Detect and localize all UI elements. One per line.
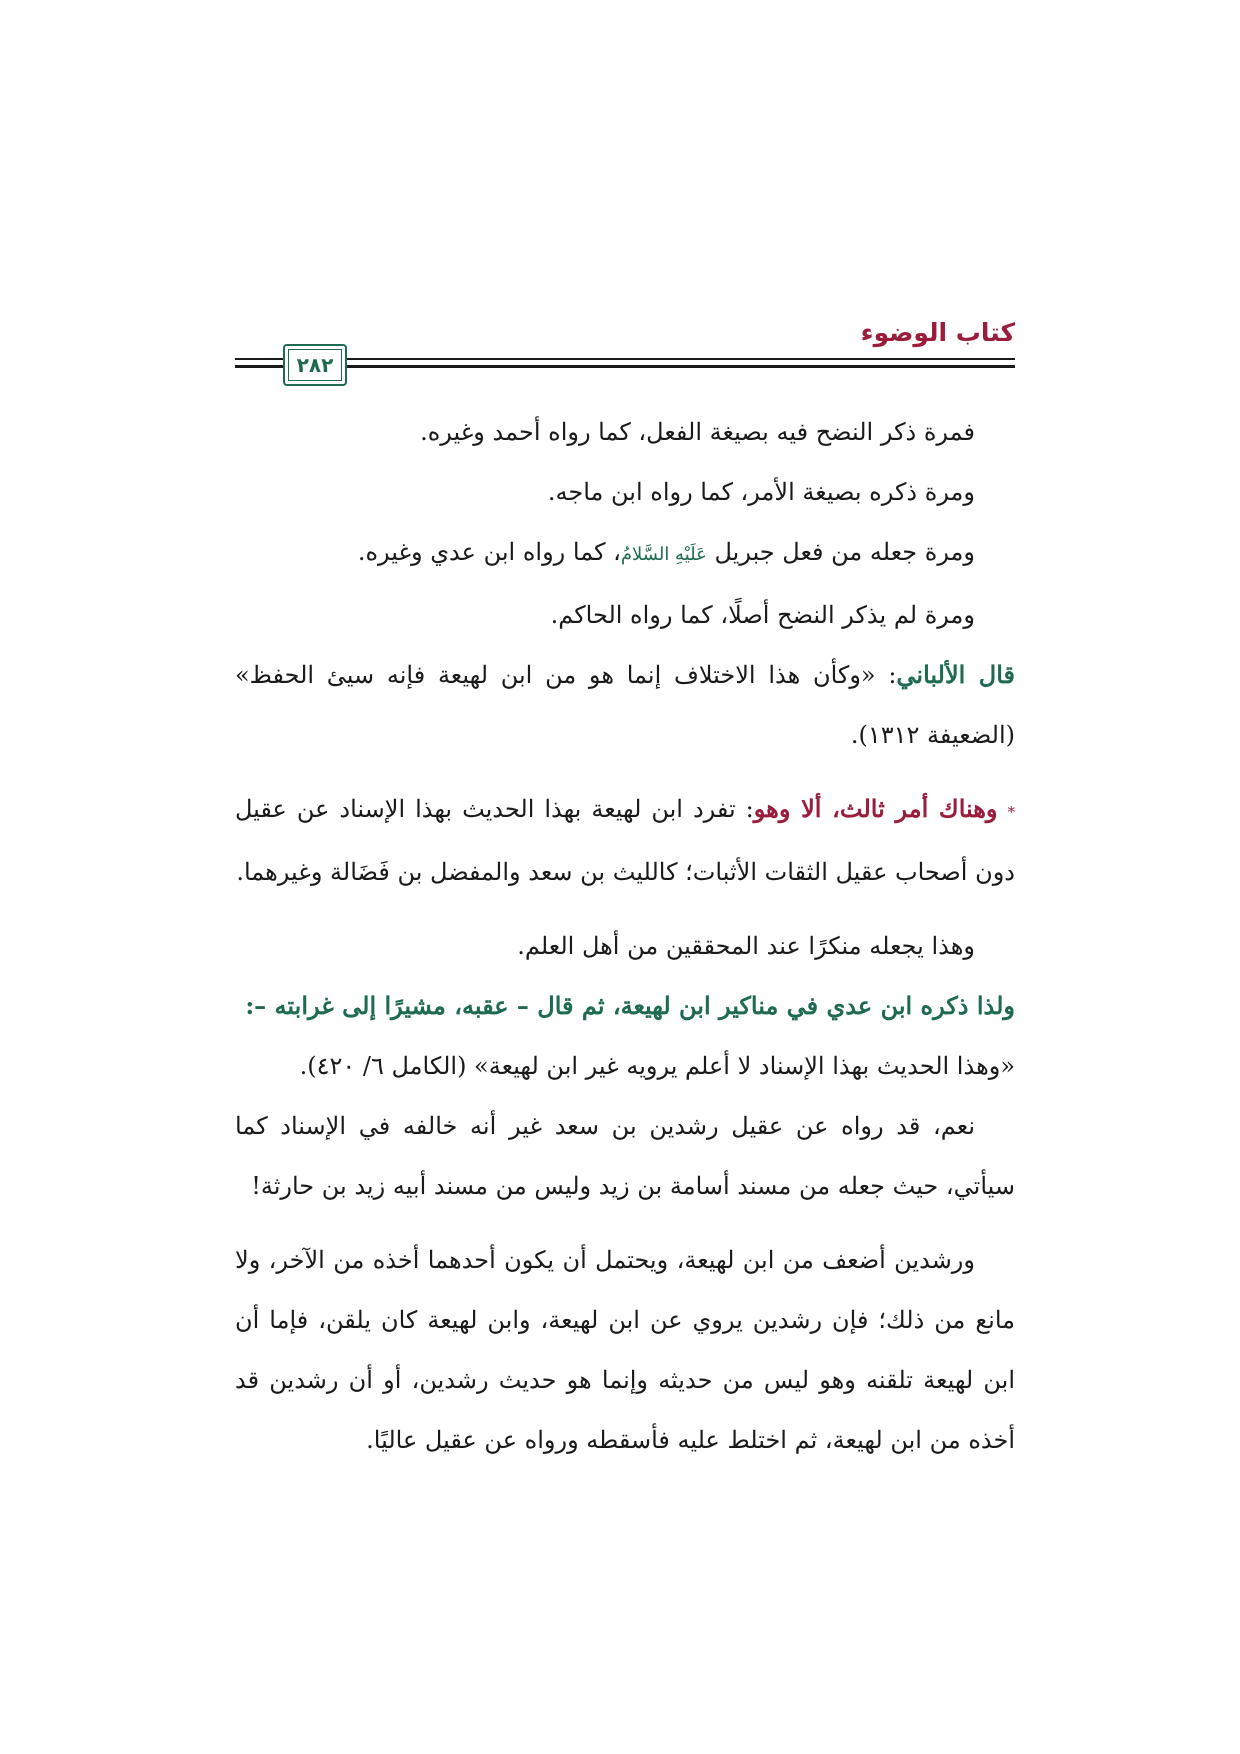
paragraph-3-text-b: ، كما رواه ابن عدي وغيره. xyxy=(357,538,621,566)
page-number: ٢٨٢ xyxy=(296,353,334,377)
paragraph-10: ورشدين أضعف من ابن لهيعة، ويحتمل أن يكون أحدهما أخذه من الآخر، ولا مانع من ذلك؛ فإن رشدين يروي عن ابن لهيعة، وابن لهيعة كان يلقن، فإما أن ابن لهيعة تلقنه وهو ليس من حديثه وإنما هو حديث رشدين، أو أن رشدين قد أخذه من ابن لهيعة، ثم اختلط عليه فأسقطه ورواه عن عقيل عاليًا. xyxy=(235,1246,1015,1454)
book-title: كتاب الوضوء xyxy=(860,318,1015,347)
header-rule-top xyxy=(235,358,1015,360)
page-body xyxy=(235,402,1015,1470)
third-matter-label: وهناك أمر ثالث، ألا وهو xyxy=(753,794,998,823)
paragraph-4: ومرة لم يذكر النضح أصلًا، كما رواه الحاكم. xyxy=(550,601,975,629)
paragraph-2: ومرة ذكره بصيغة الأمر، كما رواه ابن ماجه. xyxy=(547,478,975,506)
honorific-glyph: عَلَيْهِ السَّلامُ xyxy=(620,544,707,565)
header-rule-bottom xyxy=(235,365,1015,368)
paragraph-8-quote: «وهذا الحديث بهذا الإسناد لا أعلم يرويه غير ابن لهيعة» (الكامل ٦/ ٤٢٠). xyxy=(299,1052,1015,1080)
paragraph-3 xyxy=(235,522,1015,585)
paragraph-8-heading: ولذا ذكره ابن عدي في مناكير ابن لهيعة، ثم قال – عقبه، مشيرًا إلى غرابته –: xyxy=(245,991,1015,1020)
paragraph-7: وهذا يجعله منكرًا عند المحققين من أهل العلم. xyxy=(517,932,975,960)
paragraph-5 xyxy=(235,645,1015,765)
bullet-star: * xyxy=(1007,803,1016,821)
paragraph-6 xyxy=(235,779,1015,902)
albani-quote: : «وكأن هذا الاختلاف إنما هو من ابن لهيعة فإنه سيئ الحفظ» (الضعيفة ١٣١٢). xyxy=(235,661,1015,749)
paragraph-3-text-a: ومرة جعله من فعل جبريل xyxy=(714,538,975,566)
paragraph-9: نعم، قد رواه عن عقيل رشدين بن سعد غير أنه خالفه في الإسناد كما سيأتي، حيث جعله من مسند أسامة بن زيد وليس من مسند أبيه زيد بن حارثة! xyxy=(235,1112,1015,1200)
albani-label: قال الألباني xyxy=(896,660,1016,689)
third-matter-text: : تفرد ابن لهيعة بهذا الحديث بهذا الإسناد عن عقيل دون أصحاب عقيل الثقات الأثبات؛ كالليث بن سعد والمفضل بن فَضَالة وغيرهما. xyxy=(235,795,1015,886)
page-number-badge xyxy=(283,344,347,386)
paragraph-1: فمرة ذكر النضح فيه بصيغة الفعل، كما رواه أحمد وغيره. xyxy=(420,418,975,446)
page-header xyxy=(235,318,1015,388)
